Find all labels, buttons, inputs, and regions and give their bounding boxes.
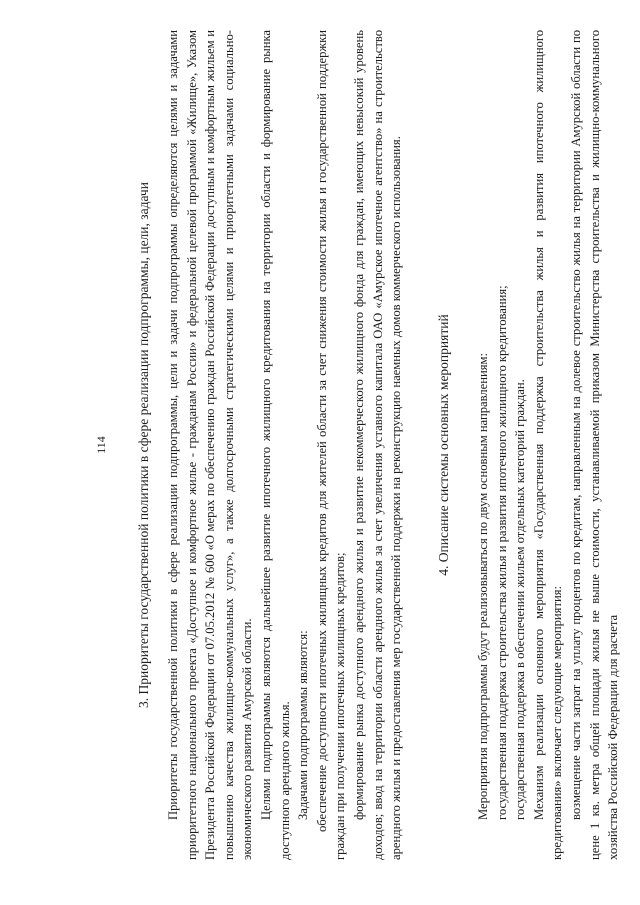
rotated-page <box>84 30 640 860</box>
paragraph-direction-1: государственная поддержка строительства жилья и развития ипотечного жилищного кредитования; <box>494 285 509 820</box>
paragraph-goals: Целями подпрограммы являются дальнейшее развитие ипотечного жилищного кредитования на территории области и формирование рынка доступного арендного жилья. <box>258 30 292 860</box>
paragraph-tasks-intro: Задачами подпрограммы являются: <box>296 630 311 820</box>
section-4-heading: 4. Описание системы основных мероприятий <box>436 314 451 576</box>
paragraph-compensation: возмещение части затрат на уплату процентов по кредитам, направленным на долевое строительство жилья на территории Амурской области по цене 1 кв. метра общей площади жилья не выше стоимости, устанавливаемой приказом Министерства строительства и жилищно-коммунального хозяйства Российской Федерации для расчета <box>568 30 621 860</box>
paragraph-task-2: формирование рынка доступного арендного жилья и развитие некоммерческого жилищного фонда для граждан, имеющих невысокий уровень доходов; ввод на территории области арендного жилья за счет увеличения уставного капитала ОАО «Амурское ипотечное агентство» на строительство арендного жилья и предоставления мер государственной поддержки на реконструкцию наемных домов коммерческого использования. <box>351 30 404 860</box>
page-number: 114 <box>94 436 108 454</box>
paragraph-directions: Мероприятия подпрограммы будут реализовываться по двум основным направлениям: <box>476 352 490 820</box>
paragraph-task-1: обеспечение доступности ипотечных жилищных кредитов для жителей области за счет снижения стоимости жилья и государственной поддержки граждан при получении ипотечных жилищных кредитов; <box>314 30 348 860</box>
paragraph-direction-2: государственная поддержка в обеспечении жильем отдельных категорий граждан. <box>513 379 528 820</box>
section-3-heading: 3. Приоритеты государственной политики в сфере реализации подпрограммы, цели, задачи <box>136 182 151 708</box>
paragraph-mechanism: Механизм реализации основного мероприятия «Государственная поддержка строительства жилья и развития ипотечного жилищного кредитования» включает следующие мероприятия: <box>531 30 565 860</box>
section-4-body <box>474 30 623 860</box>
section-3-body <box>164 30 406 860</box>
paragraph-priorities: Приоритеты государственной политики в сфере реализации подпрограммы, цели и задачи подпрограммы определяются целями и задачами приоритетного национального проекта «Доступное и комфортное жилье - гражданам России» и федеральной целевой программой «Жилище», Указом Президента Российской Федерации от 07.05.2012 № 600 «О мерах по обеспечению граждан Российской Федерации доступным и комфортным жильем и повышению качества жилищно-коммунальных услуг», а также долгосрочными стратегическими целями и приоритетными задачами социально-экономического развития Амурской области. <box>166 30 255 860</box>
